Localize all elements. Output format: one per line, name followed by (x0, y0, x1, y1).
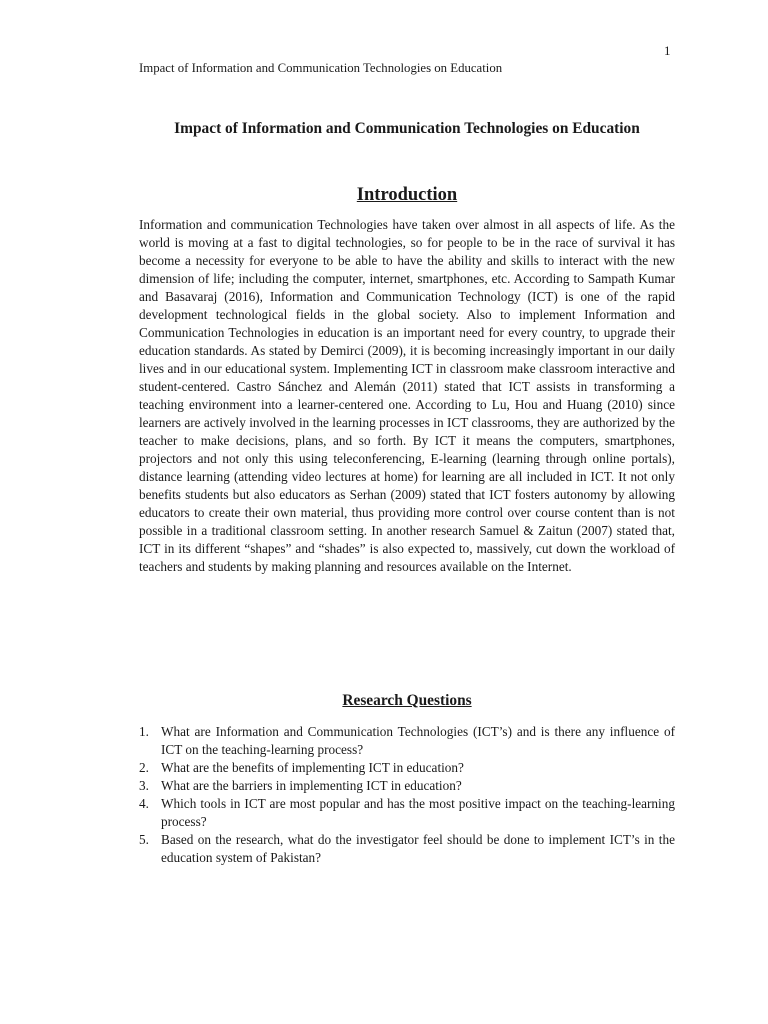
research-questions-list (139, 723, 675, 867)
list-number: 1. (139, 724, 149, 739)
introduction-paragraph: Information and communication Technologies have taken over almost in all aspects of life. As the world is moving at a fast to digital technologies, so for people to be in the race of survival it has become a necessity for everyone to be able to have the ability and skills to interact with the new dimension of life; including the computer, internet, smartphones, etc. According to Sampath Kumar and Basavaraj (2016), Information and Communication Technology (ICT) is one of the rapid development technological fields in the global society. Also to implement Information and Communication Technologies in education is an important need for every country, to upgrade their education standards. As stated by Demirci (2009), it is becoming increasingly important in our daily lives and in our educational system. Implementing ICT in classroom make classroom interactive and student-centered. Castro Sánchez and Alemán (2011) stated that ICT assists in transforming a teaching environment into a learner-centered one. According to Lu, Hou and Huang (2010) since learners are actively involved in the learning processes in ICT classrooms, they are authorized by the teacher to make decisions, plans, and so forth. By ICT it means the computers, smartphones, projectors and not only this using teleconferencing, E-learning (learning through online portals), distance learning (attending video lectures at home) for learning are all included in ICT. It not only benefits students but also educators as Serhan (2009) stated that ICT fosters autonomy by allowing educators to create their own material, thus providing more control over course content than is not possible in a traditional classroom setting. In another research Samuel & Zaitun (2007) stated that, ICT in its different “shapes” and “shades” is also expected to, massively, cut down the workload of teachers and students by making planning and resources available on the Internet. (139, 217, 675, 574)
document-title: Impact of Information and Communication Technologies on Education (174, 120, 640, 137)
page-number: 1 (664, 43, 671, 58)
research-question-item (139, 723, 675, 759)
research-question-item (139, 831, 675, 867)
research-question-text: What are Information and Communication Technologies (ICT’s) and is there any influence of ICT on the teaching-learning process? (161, 724, 675, 757)
list-number: 2. (139, 760, 149, 775)
research-question-item (139, 759, 675, 777)
research-question-item (139, 795, 675, 831)
research-question-item (139, 777, 675, 795)
research-question-text: What are the barriers in implementing ICT in education? (161, 778, 462, 793)
list-number: 3. (139, 778, 149, 793)
research-question-text: Which tools in ICT are most popular and has the most positive impact on the teaching-learning process? (161, 796, 675, 829)
list-number: 5. (139, 832, 149, 847)
research-question-text: What are the benefits of implementing ICT in education? (161, 760, 464, 775)
list-number: 4. (139, 796, 149, 811)
research-question-text: Based on the research, what do the investigator feel should be done to implement ICT’s in the education system of Pakistan? (161, 832, 675, 865)
introduction-heading: Introduction (356, 185, 458, 205)
running-head: Impact of Information and Communication Technologies on Education (139, 61, 503, 75)
research-questions-heading: Research Questions (342, 692, 472, 709)
